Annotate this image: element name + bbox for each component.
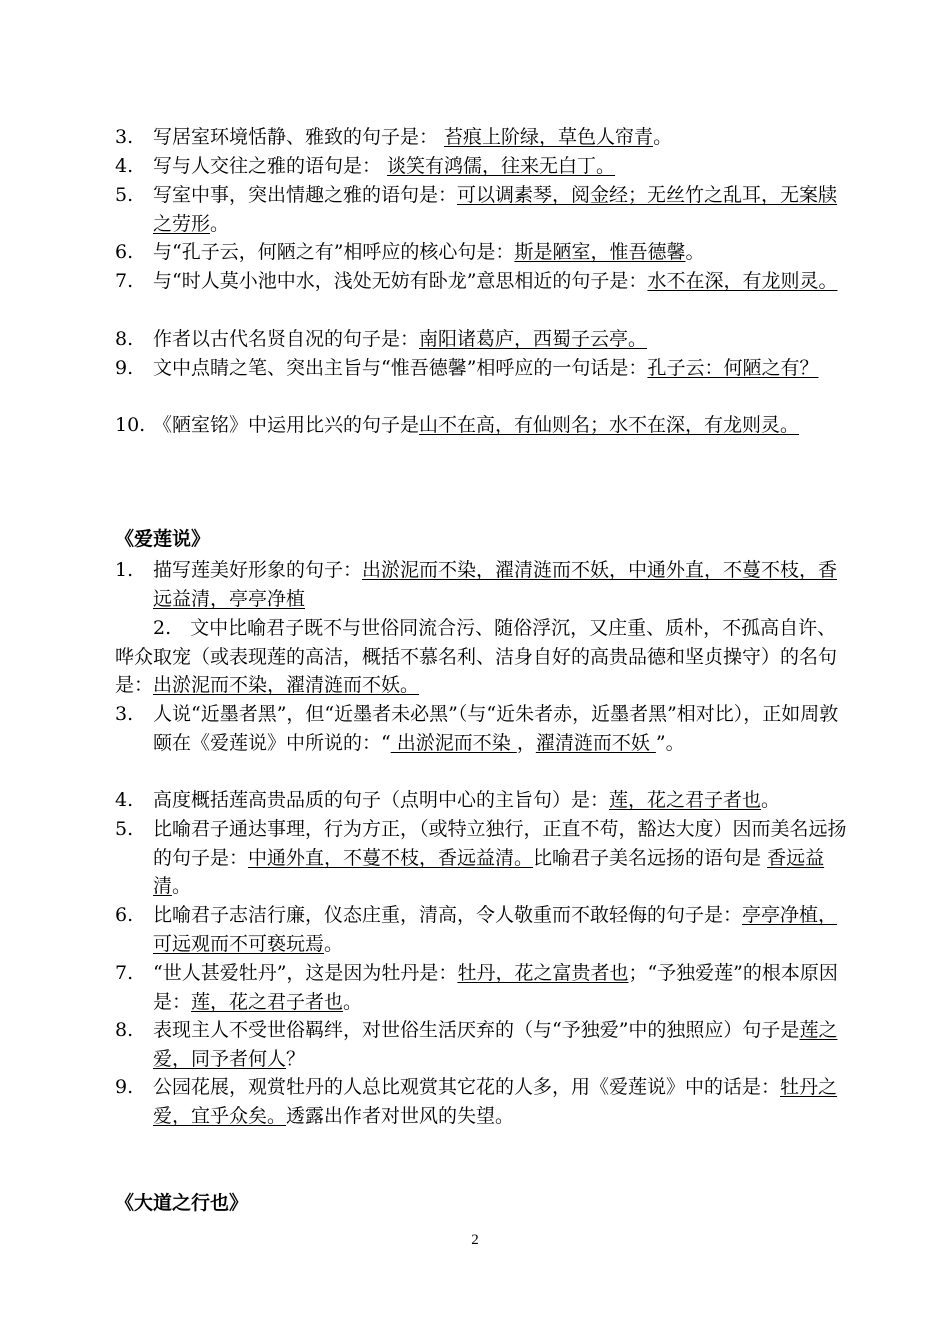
item-number: 8. xyxy=(115,1019,134,1041)
section-heading: 《大道之行也》 xyxy=(115,1192,249,1214)
item-number: 3. xyxy=(115,126,134,148)
item-text: 表现主人不受世俗羁绊，对世俗生活厌弃的（与“予独爱”中的独照应）句子是莲之爱，同予者何人？ xyxy=(153,1019,838,1070)
item-text: 写与人交往之雅的语句是： 谈笑有鸿儒，往来无白丁。 xyxy=(153,155,616,177)
item-text: 文中点睛之笔、突出主旨与“惟吾德馨”相呼应的一句话是：孔子云：何陋之有？ xyxy=(153,357,819,379)
item-text: 描写莲美好形象的句子：出淤泥而不染，濯清涟而不妖，中通外直，不蔓不枝，香远益清，亭亭净植 xyxy=(153,559,838,610)
item-text: 高度概括莲高贵品质的句子（点明中心的主旨句）是：莲，花之君子者也。 xyxy=(153,789,781,811)
item-text: 《陋室铭》中运用比兴的句子是山不在高，有仙则名；水不在深，有龙则灵。 xyxy=(153,414,800,436)
item-number: 6. xyxy=(115,904,134,926)
item-text: 公园花展，观赏牡丹的人总比观赏其它花的人多，用《爱莲说》中的话是：牡丹之爱，宜乎众矣。透露出作者对世风的失望。 xyxy=(153,1076,838,1127)
answer-underline: 牡丹，花之富贵者也 xyxy=(457,962,629,984)
answer-underline: 亭亭净植，可远观而不可亵玩焉 xyxy=(153,904,838,955)
answer-underline: 出淤泥而不染，濯清涟而不妖。 xyxy=(153,674,420,696)
answer-underline: 南阳诸葛庐，西蜀子云亭。 xyxy=(419,328,648,350)
item-number: 9. xyxy=(115,357,134,379)
answer-underline: 出淤泥而不染 xyxy=(390,731,517,754)
section-heading: 《爱莲说》 xyxy=(115,528,211,550)
item-text: 写居室环境恬静、雅致的句子是： 苔痕上阶绿，草色人帘青。 xyxy=(153,126,673,148)
answer-underline: 斯是陋室，惟吾德馨 xyxy=(514,241,686,263)
answer-underline: 谈笑有鸿儒，往来无白丁。 xyxy=(387,155,616,177)
answer-underline: 濯清涟而不妖 xyxy=(535,731,656,754)
answer-underline: 莲之爱，同予者何人 xyxy=(153,1019,838,1070)
item-text: 写室中事，突出情趣之雅的语句是：可以调素琴，阅金经；无丝竹之乱耳，无案牍之劳形。 xyxy=(153,184,838,235)
answer-underline: 中通外直，不蔓不枝，香远益清。 xyxy=(248,846,534,869)
item-number: 5. xyxy=(115,184,134,206)
item-text: 比喻君子通达事理，行为方正，（或特立独行，正直不苟，豁达大度）因而美名远扬的句子是：中通外直，不蔓不枝，香远益清。比喻君子美名远扬的语句是 香远益清。 xyxy=(153,818,847,897)
item-number: 1. xyxy=(115,559,134,581)
item-number: 4. xyxy=(115,789,134,811)
answer-underline: 孔子云：何陋之有？ xyxy=(647,357,819,379)
answer-underline: 水不在深，有龙则灵。 xyxy=(647,270,838,292)
item-text: 与“时人莫小池中水，浅处无妨有卧龙”意思相近的句子是：水不在深，有龙则灵。 xyxy=(153,270,838,292)
item-text: 人说“近墨者黑”，但“近墨者未必黑”（与“近朱者赤，近墨者黑”相对比），正如周敦颐在《爱莲说》中所说的：“ 出淤泥而不染 ，濯清涟而不妖 ”。 xyxy=(153,703,839,754)
item-number: 6. xyxy=(115,241,134,263)
answer-underline: 莲，花之君子者也 xyxy=(609,789,762,811)
answer-underline: 出淤泥而不染，濯清涟而不妖，中通外直，不蔓不枝，香远益清，亭亭净植 xyxy=(153,559,838,610)
answer-underline: 香远益清 xyxy=(153,846,825,897)
item-text: 作者以古代名贤自况的句子是：南阳诸葛庐，西蜀子云亭。 xyxy=(153,328,648,350)
item-number: 4. xyxy=(115,155,134,177)
item-text: 2. 文中比喻君子既不与世俗同流合污、随俗浮沉，又庄重、质朴，不孤高自许、哗众取宠（或表现莲的高洁，概括不慕名利、洁身自好的高贵品德和坚贞操守）的名句是：出淤泥而不染，濯清涟而不妖。 xyxy=(115,617,838,696)
answer-underline: 牡丹之爱，宜乎众矣。 xyxy=(153,1076,838,1127)
item-number: 3. xyxy=(115,703,134,725)
item-text: 比喻君子志洁行廉，仪态庄重，清高，令人敬重而不敢轻侮的句子是：亭亭净植，可远观而不可亵玩焉。 xyxy=(153,904,838,955)
item-number: 2. xyxy=(153,617,172,639)
answer-underline: 苔痕上阶绿，草色人帘青 xyxy=(444,126,654,148)
item-number: 7. xyxy=(115,962,134,984)
item-number: 9. xyxy=(115,1076,134,1098)
answer-underline: 山不在高，有仙则名；水不在深，有龙则灵。 xyxy=(419,414,800,436)
item-number: 7. xyxy=(115,270,134,292)
answer-underline: 可以调素琴，阅金经；无丝竹之乱耳，无案牍之劳形 xyxy=(153,184,838,235)
item-text: 与“孔子云，何陋之有”相呼应的核心句是：斯是陋室，惟吾德馨。 xyxy=(153,241,705,263)
answer-underline: 莲，花之君子者也 xyxy=(191,990,344,1013)
item-number: 5. xyxy=(115,818,134,840)
item-number: 8. xyxy=(115,328,134,350)
page-number: 2 xyxy=(471,1232,479,1248)
item-text: “世人甚爱牡丹”，这是因为牡丹是：牡丹，花之富贵者也；“予独爱莲”的根本原因是：莲，花之君子者也。 xyxy=(153,962,838,1013)
item-number: 10. xyxy=(115,414,146,436)
